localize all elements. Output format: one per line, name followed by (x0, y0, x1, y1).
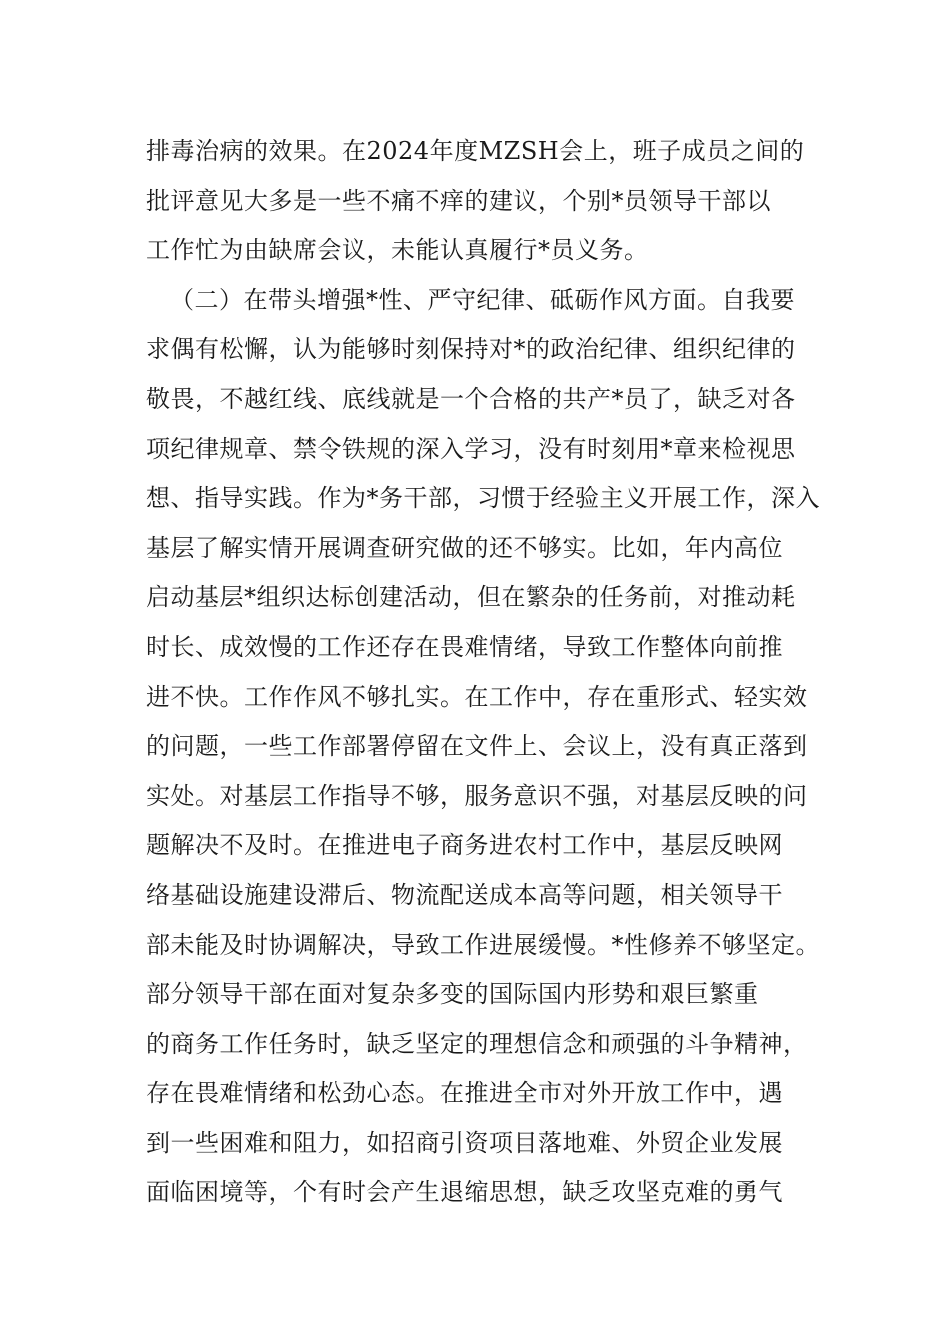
text-line: 部分领导干部在面对复杂多变的国际国内形势和艰巨繁重 (146, 980, 759, 1009)
text-line: 面临困境等，个有时会产生退缩思想，缺乏攻坚克难的勇气 (146, 1178, 783, 1207)
section-heading-line: （二）在带头增强*性、严守纪律、砥砺作风方面。自我要 (170, 285, 795, 314)
body-text (146, 127, 826, 1218)
text-line: 络基础设施建设滞后、物流配送成本高等问题，相关领导干 (146, 880, 783, 909)
text-line: 启动基层*组织达标创建活动，但在繁杂的任务前，对推动耗 (146, 583, 796, 612)
text-line: 题解决不及时。在推进电子商务进农村工作中，基层反映网 (146, 831, 783, 860)
text-line: 想、指导实践。作为*务干部，习惯于经验主义开展工作，深入 (146, 484, 820, 513)
text-line: 的问题，一些工作部署停留在文件上、会议上，没有真正落到 (146, 732, 808, 761)
text-line: 部未能及时协调解决，导致工作进展缓慢。*性修养不够坚定。 (146, 930, 820, 959)
text-line: 进不快。工作作风不够扎实。在工作中，存在重形式、轻实效 (146, 682, 808, 711)
text-line: 基层了解实情开展调查研究做的还不够实。比如，年内高位 (146, 533, 783, 562)
text-line: 实处。对基层工作指导不够，服务意识不强，对基层反映的问 (146, 781, 808, 810)
text-line: 敬畏，不越红线、底线就是一个合格的共产*员了，缺乏对各 (146, 384, 796, 413)
text-line: 求偶有松懈，认为能够时刻保持对*的政治纪律、组织纪律的 (146, 335, 796, 364)
text-line: 排毒治病的效果。在2024年度MZSH会上，班子成员之间的 (146, 137, 805, 165)
text-line: 工作忙为由缺席会议，未能认真履行*员义务。 (146, 236, 649, 265)
text-line: 批评意见大多是一些不痛不痒的建议，个别*员领导干部以 (146, 186, 771, 215)
text-line: 存在畏难情绪和松劲心态。在推进全市对外开放工作中，遇 (146, 1079, 783, 1108)
text-line: 到一些困难和阻力，如招商引资项目落地难、外贸企业发展 (146, 1128, 783, 1157)
text-line: 时长、成效慢的工作还存在畏难情绪，导致工作整体向前推 (146, 632, 783, 661)
text-line: 的商务工作任务时，缺乏坚定的理想信念和顽强的斗争精神， (146, 1029, 808, 1058)
text-line: 项纪律规章、禁令铁规的深入学习，没有时刻用*章来检视思 (146, 434, 796, 463)
